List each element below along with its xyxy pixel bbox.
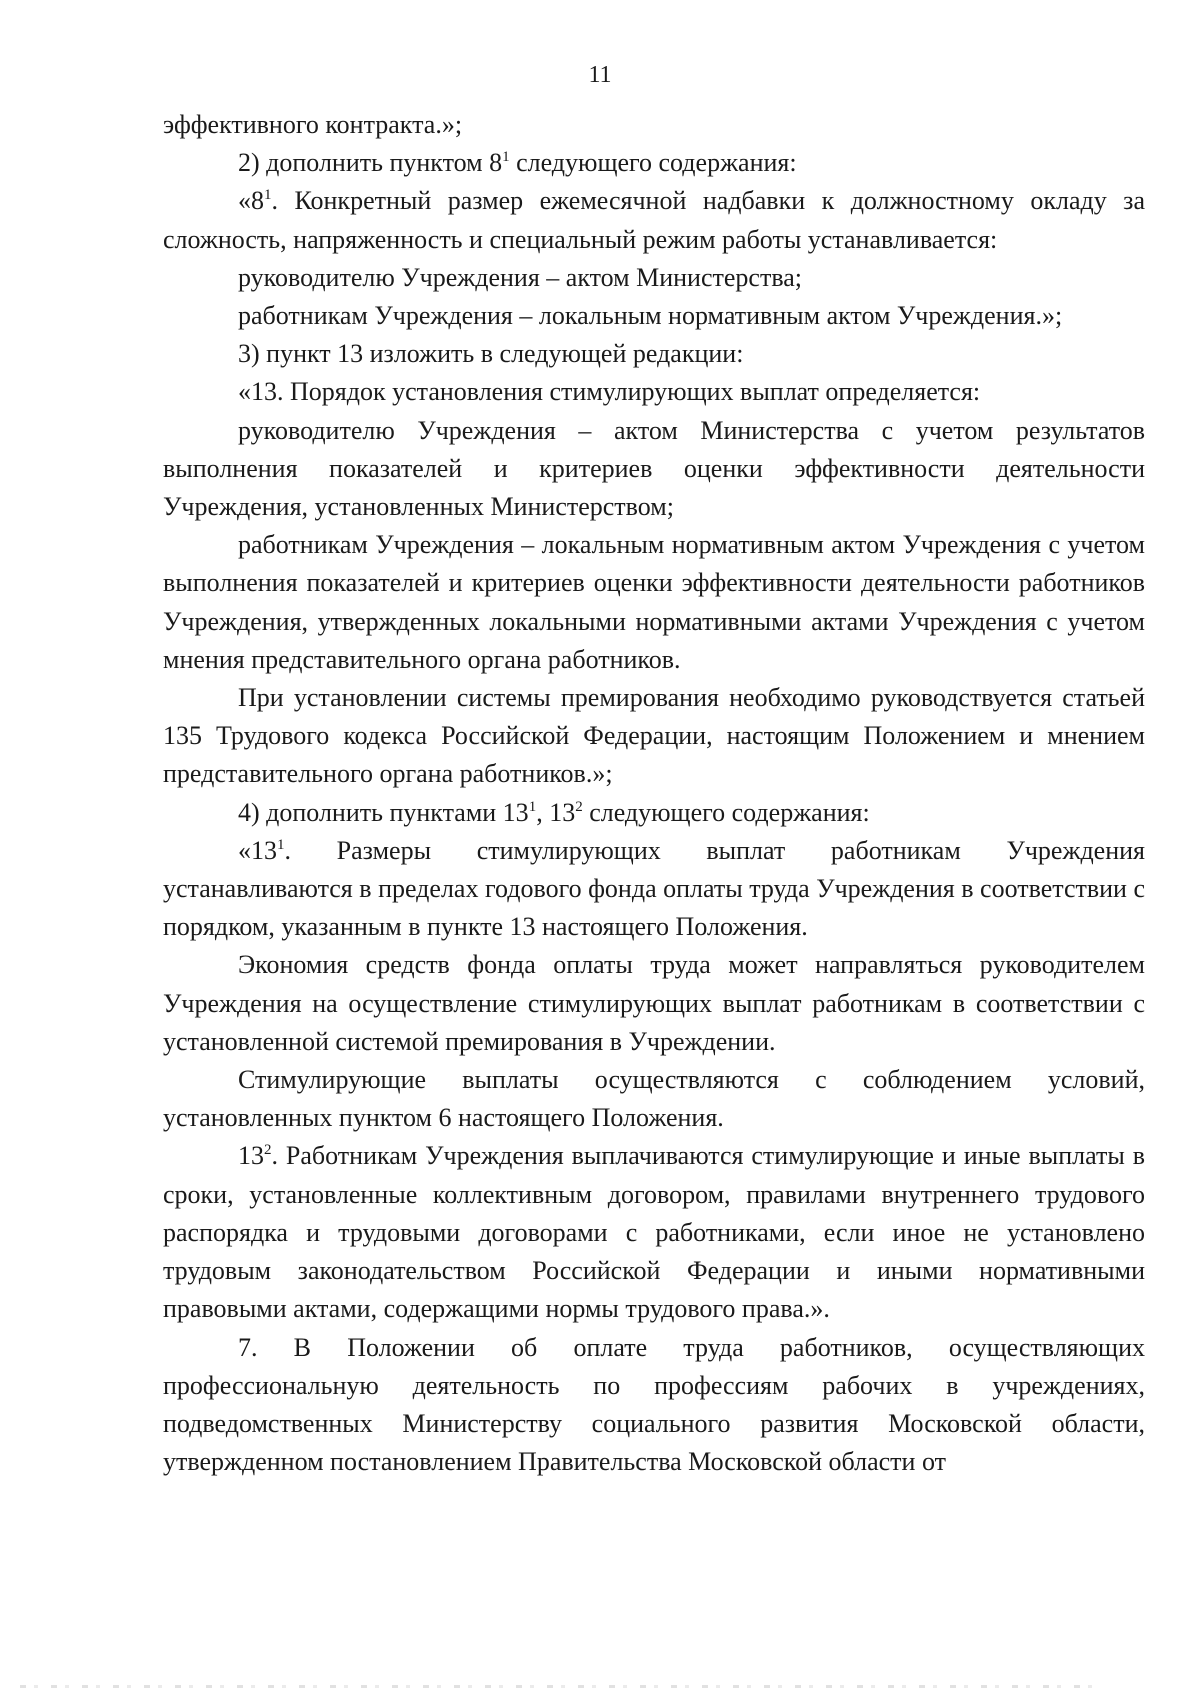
paragraph-16: 7. В Положении об оплате труда работников, осуществляющих профессиональную деятельность по профессиям рабочих в учреждениях, подведомственных Министерству социального развития Московской области, утвержденном постановлением Правительства Московской области от <box>163 1332 1145 1477</box>
paragraph-6: 3) пункт 13 изложить в следующей редакции: <box>238 339 744 369</box>
paragraph-14: Стимулирующие выплаты осуществляются с соблюдением условий, установленных пунктом 6 настоящего Положения. <box>163 1065 1145 1133</box>
paragraph-10: При установлении системы премирования необходимо руководствуется статьей 135 Трудового кодекса Российской Федерации, настоящим Положением и мнением представительного органа работников.»; <box>163 683 1145 789</box>
paragraph-7: «13. Порядок установления стимулирующих выплат определяется: <box>238 377 981 407</box>
paragraph-5: работникам Учреждения – локальным нормативным актом Учреждения.»; <box>238 301 1063 331</box>
superscript: 2 <box>264 1142 272 1159</box>
superscript: 1 <box>277 836 285 853</box>
paragraph-11: 4) дополнить пунктами $13^1$, $13^2$ следующего содержания: <box>238 797 870 827</box>
paragraph-12: «$13^1$. Размеры стимулирующих выплат работникам Учреждения устанавливаются в пределах годового фонда оплаты труда Учреждения в соответствии с порядком, указанным в пункте 13 настоящего Положения. <box>163 835 1145 942</box>
paragraph-13: Экономия средств фонда оплаты труда может направляться руководителем Учреждения на осуществление стимулирующих выплат работникам в соответствии с установленной системой премирования в Учреждении. <box>163 950 1145 1056</box>
paragraph-9: работникам Учреждения – локальным нормативным актом Учреждения с учетом выполнения показателей и критериев оценки эффективности деятельности работников Учреждения, утвержденных локальными нормативными актами Учреждения с учетом мнения представительного органа работников. <box>163 530 1145 674</box>
superscript: 1 <box>264 187 272 204</box>
paragraph-15: $13^2$. Работникам Учреждения выплачиваются стимулирующие и иные выплаты в сроки, установленные коллективным договором, правилами внутреннего трудового распорядка и трудовыми договорами с работниками, если иное не установлено трудовым законодательством Российской Федерации и иными нормативными правовыми актами, содержащими нормы трудового права.». <box>163 1141 1145 1324</box>
paragraph-8: руководителю Учреждения – актом Министерства с учетом результатов выполнения показателей и критериев оценки эффективности деятельности Учреждения, установленных Министерством; <box>163 415 1145 522</box>
paragraph-2: 2) дополнить пунктом $8^1$ следующего содержания: <box>238 148 797 178</box>
paragraph-3: «$8^1$. Конкретный размер ежемесячной надбавки к должностному окладу за сложность, напряженность и специальный режим работы устанавливается: <box>163 186 1145 254</box>
superscript: 1 <box>502 149 510 166</box>
paragraph-4: руководителю Учреждения – актом Министерства; <box>238 262 803 292</box>
page-number: 11 <box>588 62 612 88</box>
superscript: 2 <box>575 798 583 815</box>
document-body <box>163 106 1145 1481</box>
superscript: 1 <box>528 798 537 815</box>
scan-artifact-line <box>20 1685 1100 1688</box>
paragraph-1: эффективного контракта.»; <box>163 110 463 139</box>
